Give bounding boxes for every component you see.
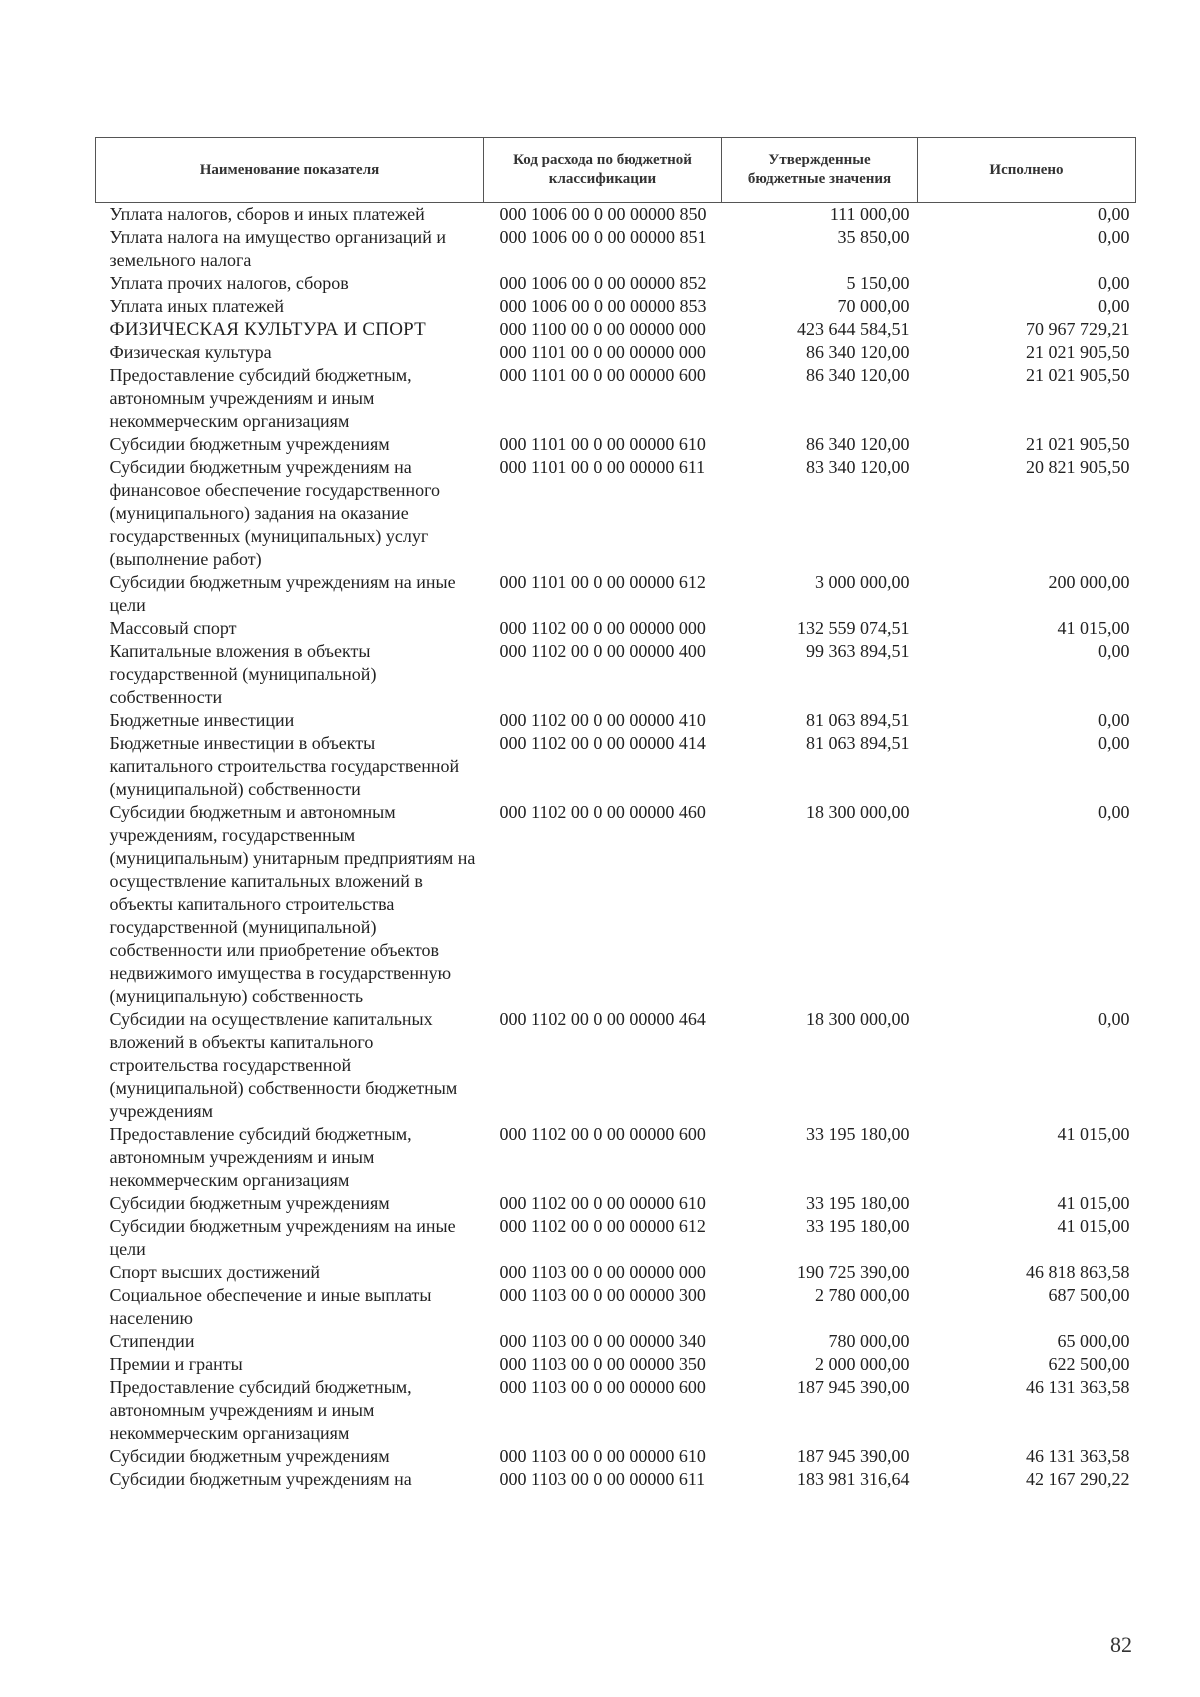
row-executed: 41 015,00 [1057, 1124, 1130, 1144]
row-code: 000 1102 00 0 00 00000 460 [499, 802, 706, 822]
row-name: Капитальные вложения в объекты государственной (муниципальной) собственности [109, 641, 377, 707]
row-name: Бюджетные инвестиции в объекты капитального строительства государственной (муниципальной) собственности [109, 733, 460, 799]
row-approved: 18 300 000,00 [806, 1009, 910, 1029]
row-executed: 0,00 [1098, 641, 1130, 661]
row-name: Уплата прочих налогов, сборов [109, 273, 349, 293]
row-executed: 46 131 363,58 [1026, 1377, 1130, 1397]
row-name: Субсидии бюджетным учреждениям на [109, 1469, 412, 1489]
row-code: 000 1101 00 0 00 00000 612 [499, 572, 706, 592]
row-approved: 33 195 180,00 [806, 1216, 910, 1236]
row-approved: 70 000,00 [837, 296, 910, 316]
table-row [96, 272, 1136, 295]
row-name: Бюджетные инвестиции [109, 710, 295, 730]
row-approved: 187 945 390,00 [797, 1446, 910, 1466]
row-executed: 0,00 [1098, 296, 1130, 316]
header-approved: Утвержденные бюджетные значения [722, 138, 918, 203]
table-row [96, 801, 1136, 1008]
table-row [96, 1284, 1136, 1330]
row-code: 000 1102 00 0 00 00000 410 [499, 710, 706, 730]
row-code: 000 1102 00 0 00 00000 612 [499, 1216, 706, 1236]
table-row [96, 1445, 1136, 1468]
row-code: 000 1103 00 0 00 00000 300 [499, 1285, 706, 1305]
page-number: 82 [1110, 1632, 1132, 1657]
table-row [96, 456, 1136, 571]
row-name: Предоставление субсидий бюджетным, автономным учреждениям и иным некоммерческим организациям [109, 365, 412, 431]
row-executed: 20 821 905,50 [1026, 457, 1130, 477]
table-row [96, 433, 1136, 456]
row-name: Субсидии бюджетным учреждениям на финансовое обеспечение государственного (муниципального) задания на оказание государственных (муниципальных) услуг (выполнение работ) [109, 457, 441, 569]
row-approved: 132 559 074,51 [797, 618, 910, 638]
table-row [96, 203, 1136, 227]
row-name: Субсидии на осуществление капитальных вложений в объекты капитального строительства государственной (муниципальной) собственности бюджетным учреждениям [109, 1009, 458, 1121]
row-approved: 780 000,00 [828, 1331, 910, 1351]
header-code: Код расхода по бюджетной классификации [484, 138, 722, 203]
row-approved: 81 063 894,51 [806, 710, 910, 730]
row-name: Социальное обеспечение и иные выплаты населению [109, 1285, 432, 1328]
row-name: Субсидии бюджетным учреждениям [109, 1193, 390, 1213]
row-executed: 41 015,00 [1057, 1193, 1130, 1213]
table-row [96, 341, 1136, 364]
row-approved: 35 850,00 [837, 227, 910, 247]
row-name: Уплата налога на имущество организаций и земельного налога [109, 227, 446, 270]
row-executed: 0,00 [1098, 710, 1130, 730]
row-executed: 0,00 [1098, 273, 1130, 293]
row-executed: 21 021 905,50 [1026, 365, 1130, 385]
row-code: 000 1102 00 0 00 00000 610 [499, 1193, 706, 1213]
table-row [96, 1123, 1136, 1192]
row-name: Субсидии бюджетным учреждениям [109, 1446, 390, 1466]
row-executed: 65 000,00 [1057, 1331, 1130, 1351]
row-executed: 46 818 863,58 [1026, 1262, 1130, 1282]
row-approved: 86 340 120,00 [806, 342, 910, 362]
row-code: 000 1101 00 0 00 00000 000 [499, 342, 706, 362]
row-executed: 0,00 [1098, 204, 1130, 224]
row-approved: 18 300 000,00 [806, 802, 910, 822]
row-approved: 81 063 894,51 [806, 733, 910, 753]
row-name: Субсидии бюджетным учреждениям на иные цели [109, 1216, 456, 1259]
row-name: ФИЗИЧЕСКАЯ КУЛЬТУРА И СПОРТ [109, 319, 426, 340]
row-code: 000 1101 00 0 00 00000 611 [499, 457, 706, 477]
row-code: 000 1100 00 0 00 00000 000 [499, 319, 706, 339]
row-approved: 111 000,00 [829, 204, 910, 224]
table-row [96, 364, 1136, 433]
row-code: 000 1103 00 0 00 00000 610 [499, 1446, 706, 1466]
row-code: 000 1102 00 0 00 00000 400 [499, 641, 706, 661]
row-name: Массовый спорт [109, 618, 237, 638]
table-header [96, 138, 1136, 203]
row-code: 000 1006 00 0 00 00000 852 [499, 273, 707, 293]
row-code: 000 1103 00 0 00 00000 350 [499, 1354, 706, 1374]
table-row [96, 1468, 1136, 1491]
row-code: 000 1102 00 0 00 00000 414 [499, 733, 706, 753]
row-name: Спорт высших достижений [109, 1262, 321, 1282]
table-row [96, 571, 1136, 617]
row-code: 000 1006 00 0 00 00000 850 [499, 204, 707, 224]
row-executed: 70 967 729,21 [1026, 319, 1130, 339]
row-name: Физическая культура [109, 342, 272, 362]
row-executed: 21 021 905,50 [1026, 434, 1130, 454]
row-approved: 190 725 390,00 [797, 1262, 910, 1282]
table-body [96, 203, 1136, 1492]
row-approved: 2 780 000,00 [815, 1285, 910, 1305]
row-approved: 33 195 180,00 [806, 1124, 910, 1144]
row-approved: 99 363 894,51 [806, 641, 910, 661]
row-code: 000 1103 00 0 00 00000 340 [499, 1331, 706, 1351]
row-executed: 21 021 905,50 [1026, 342, 1130, 362]
row-name: Субсидии бюджетным учреждениям [109, 434, 390, 454]
row-executed: 0,00 [1098, 802, 1130, 822]
table-row [96, 1261, 1136, 1284]
row-name: Премии и гранты [109, 1354, 243, 1374]
row-code: 000 1103 00 0 00 00000 611 [499, 1469, 706, 1489]
table-row [96, 617, 1136, 640]
row-approved: 187 945 390,00 [797, 1377, 910, 1397]
budget-table-sheet [95, 137, 1135, 1491]
row-code: 000 1102 00 0 00 00000 464 [499, 1009, 706, 1029]
table-row [96, 1330, 1136, 1353]
row-approved: 33 195 180,00 [806, 1193, 910, 1213]
row-executed: 41 015,00 [1057, 1216, 1130, 1236]
table-row [96, 1353, 1136, 1376]
table-row [96, 1008, 1136, 1123]
row-code: 000 1006 00 0 00 00000 853 [499, 296, 707, 316]
row-code: 000 1101 00 0 00 00000 600 [499, 365, 706, 385]
row-approved: 2 000 000,00 [815, 1354, 910, 1374]
row-executed: 200 000,00 [1048, 572, 1130, 592]
row-code: 000 1102 00 0 00 00000 000 [499, 618, 706, 638]
row-approved: 86 340 120,00 [806, 365, 910, 385]
row-name: Уплата иных платежей [109, 296, 285, 316]
row-code: 000 1102 00 0 00 00000 600 [499, 1124, 706, 1144]
row-executed: 622 500,00 [1048, 1354, 1130, 1374]
table-row [96, 732, 1136, 801]
row-executed: 0,00 [1098, 733, 1130, 753]
row-name: Предоставление субсидий бюджетным, автономным учреждениям и иным некоммерческим организациям [109, 1377, 412, 1443]
table-row [96, 1215, 1136, 1261]
table-row [96, 1192, 1136, 1215]
table-row [96, 226, 1136, 272]
row-approved: 423 644 584,51 [797, 319, 910, 339]
table-row [96, 295, 1136, 318]
row-executed: 0,00 [1098, 227, 1130, 247]
row-code: 000 1006 00 0 00 00000 851 [499, 227, 707, 247]
row-name: Уплата налогов, сборов и иных платежей [109, 204, 425, 224]
row-executed: 42 167 290,22 [1026, 1469, 1130, 1489]
budget-expenditure-table [95, 137, 1136, 1491]
row-code: 000 1101 00 0 00 00000 610 [499, 434, 706, 454]
row-code: 000 1103 00 0 00 00000 000 [499, 1262, 706, 1282]
row-approved: 83 340 120,00 [806, 457, 910, 477]
row-approved: 183 981 316,64 [797, 1469, 910, 1489]
row-executed: 0,00 [1098, 1009, 1130, 1029]
row-executed: 687 500,00 [1048, 1285, 1130, 1305]
row-code: 000 1103 00 0 00 00000 600 [499, 1377, 706, 1397]
row-executed: 41 015,00 [1057, 618, 1130, 638]
table-row [96, 640, 1136, 709]
table-row [96, 1376, 1136, 1445]
row-executed: 46 131 363,58 [1026, 1446, 1130, 1466]
row-approved: 5 150,00 [846, 273, 910, 293]
header-executed: Исполнено [918, 138, 1136, 203]
row-name: Субсидии бюджетным и автономным учреждениям, государственным (муниципальным) унитарным предприятиям на осуществление капитальных вложений в объекты капитального строительства государственной (муниципальной) собственности или приобретение объектов недвижимого имущества в государственную (муниципальную) собственность [109, 802, 476, 1006]
row-approved: 86 340 120,00 [806, 434, 910, 454]
row-name: Стипендии [109, 1331, 195, 1351]
row-name: Субсидии бюджетным учреждениям на иные цели [109, 572, 456, 615]
header-name: Наименование показателя [96, 138, 484, 203]
table-row [96, 318, 1136, 341]
table-row [96, 709, 1136, 732]
row-approved: 3 000 000,00 [815, 572, 910, 592]
row-name: Предоставление субсидий бюджетным, автономным учреждениям и иным некоммерческим организациям [109, 1124, 412, 1190]
